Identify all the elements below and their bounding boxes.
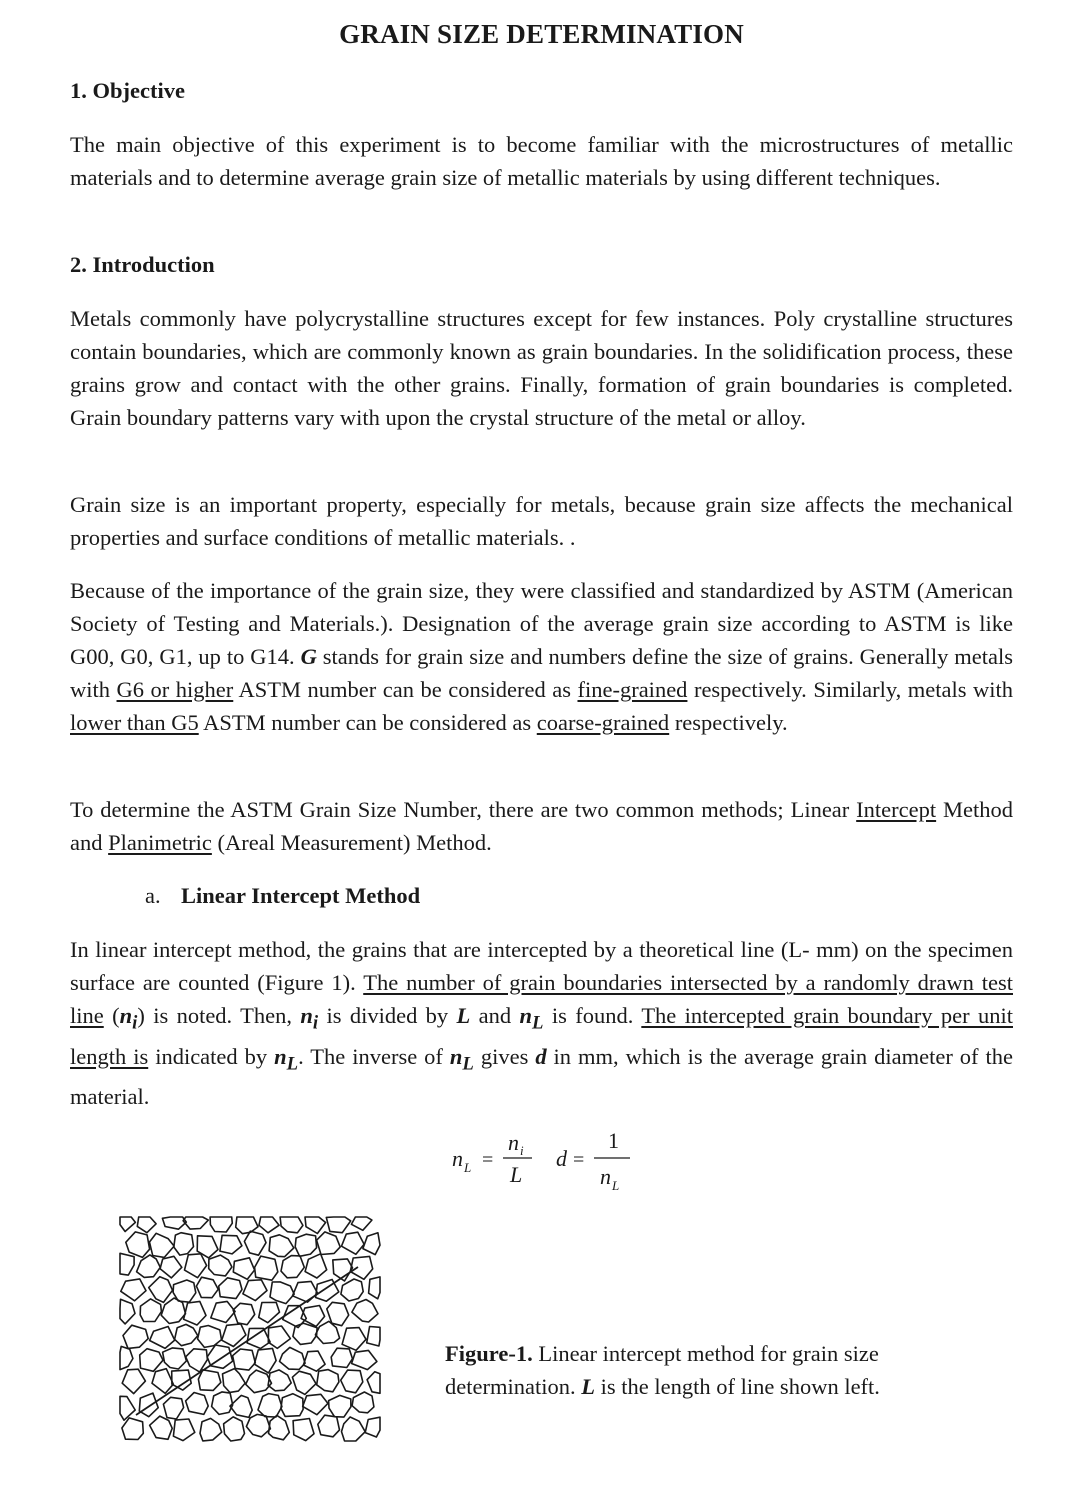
grain-cell (367, 1327, 380, 1347)
grain-cell (243, 1280, 267, 1301)
grain-cell (268, 1326, 290, 1348)
grain-structure-figure (118, 1215, 383, 1445)
grain-cell (220, 1235, 242, 1254)
grain-cell (120, 1217, 135, 1232)
figure-caption: Figure-1. Linear intercept method for grain size determination. L is the length of line shown left. (445, 1341, 880, 1399)
formula-ni-sub: i (520, 1143, 524, 1158)
grain-cell (244, 1231, 266, 1255)
grain-cell (303, 1394, 328, 1414)
grain-cell (365, 1417, 380, 1437)
objective-heading: 1. Objective (70, 78, 185, 103)
grain-cell (270, 1282, 294, 1304)
grain-size-formula (440, 1120, 660, 1200)
grain-cell (122, 1418, 143, 1440)
grain-cell (317, 1232, 341, 1255)
grain-cell (230, 1395, 252, 1417)
grain-cell (121, 1279, 146, 1301)
formula-one: 1 (608, 1128, 619, 1153)
objective-paragraph: The main objective of this experiment is to become familiar with the microstructures of metallic materials and to determine average grain size of metallic materials by using different techniques. (70, 132, 1013, 190)
grain-cell (246, 1414, 270, 1436)
grain-cell (150, 1233, 175, 1257)
introduction-heading: 2. Introduction (70, 252, 215, 277)
grain-cell (122, 1369, 145, 1393)
grain-cell (140, 1349, 163, 1372)
grain-cell (318, 1415, 340, 1437)
grain-cell (326, 1217, 350, 1233)
grain-cell (341, 1370, 363, 1393)
grain-cell (120, 1299, 135, 1324)
grain-cell (137, 1255, 161, 1278)
grain-cell (120, 1346, 133, 1369)
formula-d: d (556, 1146, 567, 1171)
formula-nl-sub: L (464, 1160, 472, 1175)
grain-cell (163, 1348, 187, 1369)
grain-cell (123, 1325, 148, 1348)
intro-paragraph-2: Grain size is an important property, especially for metals, because grain size affects the mechanical properties and surface conditions of metallic materials. . (70, 492, 1013, 550)
grain-cell (209, 1255, 232, 1276)
grain-cell (352, 1300, 378, 1323)
grain-cell (350, 1256, 372, 1279)
formula-den-sub: L (612, 1178, 620, 1193)
grain-cell (259, 1302, 280, 1322)
grain-cell (149, 1277, 173, 1303)
grain-cell (293, 1323, 317, 1344)
grain-cell (233, 1258, 254, 1280)
linear-intercept-paragraph: In linear intercept method, the grains that are intercepted by a theoretical line (L- mm) on the specimen surface are counted (Figure 1). The number of grain boundaries intersected by a randomly drawn test line $(n_i)$ is noted. Then, $n_i$ is divided by L and $n_L$ is found. The intercepted grain boundary per unit length is indicated by $n_L$. The inverse of $n_L$ gives d in mm, which is the average grain diameter of the material. (70, 937, 1014, 1109)
formula-equals-1: = (482, 1149, 494, 1171)
grain-cell (175, 1324, 198, 1345)
grain-cell (352, 1350, 377, 1369)
grain-cell (342, 1328, 366, 1351)
grain-cell (352, 1392, 374, 1413)
grain-cell (351, 1217, 372, 1230)
grain-cell (331, 1348, 352, 1367)
grain-cell (295, 1234, 316, 1256)
intro-paragraph-4: To determine the ASTM Grain Size Number, there are two common methods; Linear Intercept Method and Planimetric (Areal Measurement) Method. (70, 797, 1014, 855)
grain-cell (255, 1256, 278, 1280)
grain-cell (254, 1348, 276, 1373)
grain-cell (329, 1395, 351, 1417)
grain-cell (219, 1278, 242, 1299)
grain-cell (152, 1369, 173, 1394)
grain-cell (280, 1217, 303, 1233)
grain-cell (293, 1419, 314, 1441)
grain-cell (150, 1327, 175, 1349)
grain-cell (184, 1301, 206, 1325)
formula-den-n: n (600, 1164, 611, 1189)
grain-cell (280, 1347, 306, 1369)
grain-cell (140, 1299, 161, 1322)
grain-cell (369, 1277, 380, 1299)
grain-cell (183, 1217, 208, 1229)
grain-cells (120, 1217, 380, 1441)
grain-cell (173, 1419, 194, 1441)
grain-cell (186, 1393, 209, 1415)
linear-intercept-heading: a. Linear Intercept Method (145, 879, 420, 912)
grain-cell (162, 1217, 186, 1229)
grain-cell (342, 1232, 365, 1254)
grain-cell (120, 1253, 134, 1275)
grain-cell (303, 1351, 325, 1371)
formula-nl: n (452, 1146, 463, 1171)
grain-cell (258, 1394, 282, 1417)
grain-cell (160, 1256, 182, 1278)
grain-cell (233, 1303, 255, 1324)
grain-cell (139, 1393, 158, 1417)
grain-cell (196, 1277, 218, 1298)
grain-cell (198, 1370, 220, 1391)
grain-cell (292, 1371, 316, 1394)
grain-cell (223, 1369, 246, 1393)
grain-cell (341, 1279, 363, 1301)
grain-cell (317, 1370, 339, 1392)
grain-cell (236, 1217, 258, 1234)
grain-cell (259, 1217, 279, 1233)
section-number: a. (145, 883, 161, 908)
grain-cell (174, 1233, 194, 1255)
grain-cell (269, 1415, 290, 1439)
grain-cell (305, 1254, 327, 1278)
grain-cell (269, 1235, 294, 1257)
grain-cell (211, 1301, 235, 1322)
grain-cell (126, 1232, 150, 1258)
grain-cell (281, 1256, 304, 1278)
grain-cell (281, 1394, 303, 1417)
grain-cell (293, 1281, 318, 1302)
grain-cell (198, 1326, 222, 1348)
grain-cell (367, 1372, 380, 1394)
grain-cell (342, 1417, 366, 1441)
grain-cell (246, 1370, 272, 1393)
grain-cell (150, 1416, 173, 1439)
grain-cell (233, 1349, 256, 1370)
grain-cell (120, 1396, 135, 1420)
intro-paragraph-3: Because of the importance of the grain size, they were classified and standardized by ASTM (American Society of Testing and Materials.). Designation of the average grain size according to ASTM is like G00, G0, G1, up to G14. G stands for grain size and numbers define the size of grains. Generally metals with G6 or higher ASTM number can be considered as fine-grained respectively. Similarly, metals with lower than G5 ASTM number can be considered as coarse-grained respectively. (70, 578, 1013, 735)
grain-cell (163, 1397, 183, 1419)
intercept-test-line (136, 1267, 358, 1415)
intro-paragraph-1: Metals commonly have polycrystalline structures except for few instances. Poly crystalline structures contain boundaries, which are commonly known as grain boundaries. In the solidification process, these grains grow and contact with the other grains. Finally, formation of grain boundaries is completed. Grain boundary patterns vary with upon the crystal structure of the metal or alloy. (70, 306, 1013, 430)
grain-cell (268, 1370, 291, 1391)
figure-label: Figure-1. (445, 1341, 533, 1366)
grain-cell (185, 1254, 207, 1278)
grain-cell (210, 1217, 232, 1232)
formula-L: L (510, 1162, 523, 1187)
formula-equals-2: = (573, 1149, 585, 1171)
grain-cell (212, 1392, 233, 1415)
grain-cell (200, 1418, 222, 1441)
grain-cell (224, 1417, 245, 1441)
page-title: GRAIN SIZE DETERMINATION (339, 19, 744, 49)
formula-ni: n (508, 1130, 519, 1155)
grain-cell (137, 1217, 156, 1233)
grain-cell (305, 1217, 326, 1234)
grain-cell (363, 1233, 380, 1255)
